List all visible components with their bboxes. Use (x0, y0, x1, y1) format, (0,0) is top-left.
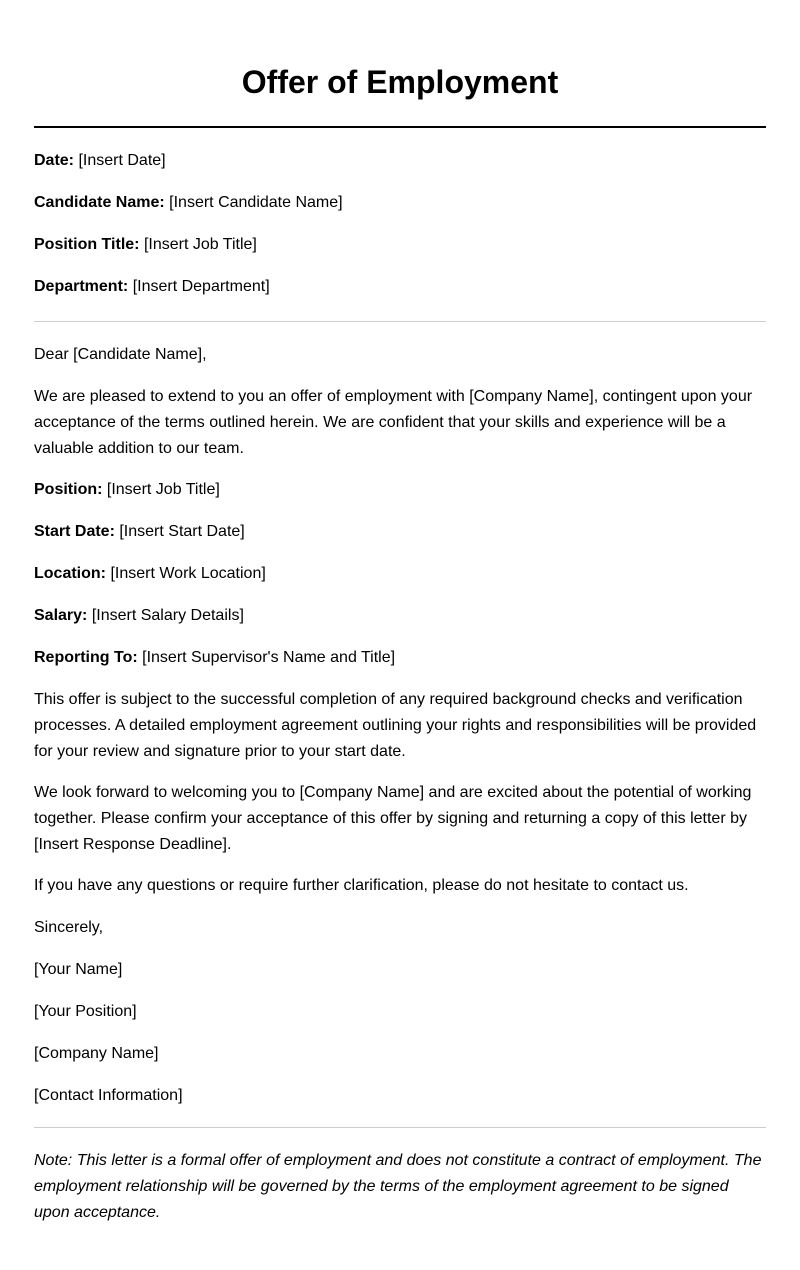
header-field-date (34, 148, 766, 174)
signature-company: [Company Name] (34, 1045, 159, 1062)
detail-salary (34, 603, 766, 629)
questions-paragraph: If you have any questions or require further clarification, please do not hesitate to contact us. (34, 877, 689, 894)
closing-paragraph: We look forward to welcoming you to [Company Name] and are excited about the potential of working together. Please confirm your acceptance of this offer by signing and returning a copy of this letter by [Insert Response Deadline]. (34, 784, 752, 853)
note-section (34, 1128, 766, 1226)
detail-value: [Insert Salary Details] (91, 607, 244, 624)
salutation: Dear [Candidate Name], (34, 346, 207, 363)
header-field-candidate-name (34, 190, 766, 216)
detail-position (34, 477, 766, 503)
field-value: [Insert Department] (132, 278, 270, 295)
legal-note: Note: This letter is a formal offer of employment and does not constitute a contract of employment. The employment relationship will be governed by the terms of the employment agreement to be signed upon acceptance. (34, 1152, 762, 1221)
detail-value: [Insert Supervisor's Name and Title] (142, 649, 396, 666)
header-fields (34, 128, 766, 321)
signature-name: [Your Name] (34, 961, 123, 978)
sign-off: Sincerely, (34, 919, 104, 936)
field-label: Candidate Name: (34, 194, 165, 211)
detail-label: Salary: (34, 607, 88, 624)
detail-reporting-to (34, 645, 766, 671)
detail-value: [Insert Work Location] (110, 565, 266, 582)
detail-label: Start Date: (34, 523, 115, 540)
detail-location (34, 561, 766, 587)
detail-start-date (34, 519, 766, 545)
letter-body (34, 322, 766, 1109)
field-value: [Insert Candidate Name] (169, 194, 343, 211)
detail-label: Location: (34, 565, 106, 582)
signature-contact: [Contact Information] (34, 1087, 183, 1104)
detail-value: [Insert Start Date] (119, 523, 245, 540)
signature-block (34, 915, 766, 1109)
field-value: [Insert Date] (78, 152, 166, 169)
field-label: Department: (34, 278, 129, 295)
detail-value: [Insert Job Title] (106, 481, 220, 498)
signature-position: [Your Position] (34, 1003, 137, 1020)
field-label: Position Title: (34, 236, 140, 253)
conditions-paragraph: This offer is subject to the successful completion of any required background checks and verification processes. A detailed employment agreement outlining your rights and responsibilities will be provided for your review and signature prior to your start date. (34, 691, 757, 760)
field-label: Date: (34, 152, 75, 169)
document-title: Offer of Employment (241, 64, 559, 100)
header-field-position-title (34, 232, 766, 258)
intro-paragraph: We are pleased to extend to you an offer of employment with [Company Name], contingent upon your acceptance of the terms outlined herein. We are confident that your skills and experience will be a valuable addition to our team. (34, 388, 753, 457)
detail-label: Position: (34, 481, 103, 498)
detail-label: Reporting To: (34, 649, 138, 666)
header-field-department (34, 274, 766, 300)
field-value: [Insert Job Title] (143, 236, 257, 253)
